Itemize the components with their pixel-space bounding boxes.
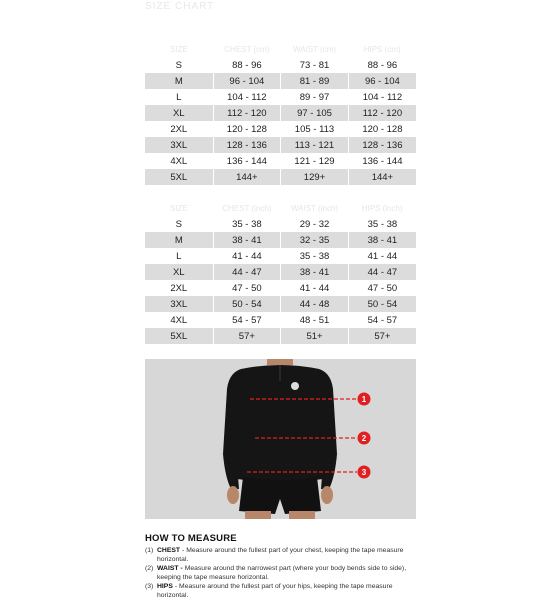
table-row	[145, 264, 416, 280]
size-cell: 5XL	[145, 169, 213, 185]
left-hand	[227, 486, 239, 504]
size-cell: L	[145, 248, 213, 264]
hips-cell: 38 - 41	[348, 232, 416, 248]
waist-cell: 121 - 129	[281, 153, 349, 169]
table-row	[145, 89, 416, 105]
chest-cell: 112 - 120	[213, 105, 281, 121]
header-chest: CHEST (inch)	[222, 203, 272, 213]
table-row	[145, 312, 416, 328]
header-chest: CHEST (cm)	[224, 44, 270, 54]
size-cell: 4XL	[145, 153, 213, 169]
chest-cell: 128 - 136	[213, 137, 281, 153]
model-illustration	[145, 359, 416, 519]
table-row	[145, 248, 416, 264]
table-row	[145, 137, 416, 153]
table-header-row	[145, 41, 416, 57]
item-text: Measure around the narrowest part (where your body bends side to side), keeping the tape measure horizontal.	[157, 565, 407, 581]
measurement-figure	[145, 359, 416, 519]
hips-cell: 41 - 44	[348, 248, 416, 264]
size-cell: S	[145, 216, 213, 232]
list-item	[145, 582, 416, 600]
header-hips: HIPS (cm)	[363, 44, 401, 54]
table-row	[145, 153, 416, 169]
waist-cell: 73 - 81	[281, 57, 349, 73]
size-table-cm	[145, 41, 416, 185]
howto-list	[145, 546, 416, 600]
marker-1-label: 1	[361, 395, 367, 404]
waist-cell: 38 - 41	[281, 264, 349, 280]
chest-cell: 44 - 47	[213, 264, 281, 280]
howto-title: HOW TO MEASURE	[145, 533, 237, 544]
waist-cell: 97 - 105	[281, 105, 349, 121]
size-cell: M	[145, 73, 213, 89]
table-row	[145, 328, 416, 344]
chest-cell: 144+	[213, 169, 281, 185]
size-cell: XL	[145, 264, 213, 280]
table-row	[145, 73, 416, 89]
size-cell: 3XL	[145, 296, 213, 312]
marker-2-label: 2	[361, 434, 367, 443]
chest-cell: 57+	[213, 328, 281, 344]
hips-cell: 112 - 120	[348, 105, 416, 121]
header-size: SIZE	[170, 44, 188, 54]
table-row	[145, 169, 416, 185]
header-hips: HIPS (inch)	[361, 203, 403, 213]
size-cell: 2XL	[145, 121, 213, 137]
waist-cell: 51+	[281, 328, 349, 344]
chest-cell: 54 - 57	[213, 312, 281, 328]
list-item	[145, 546, 416, 564]
table-row	[145, 296, 416, 312]
size-cell: L	[145, 89, 213, 105]
hips-cell: 144+	[348, 169, 416, 185]
table-row	[145, 57, 416, 73]
brand-logo-icon	[291, 382, 299, 390]
item-text: - Measure around the fullest part of your chest, keeping the tape measure horizontal.	[157, 547, 404, 563]
item-label: CHEST	[157, 547, 181, 554]
size-table-inch	[145, 200, 416, 344]
table-header-row	[145, 200, 416, 216]
table-row	[145, 121, 416, 137]
waist-cell: 29 - 32	[281, 216, 349, 232]
size-cell: 2XL	[145, 280, 213, 296]
hips-cell: 57+	[348, 328, 416, 344]
chest-cell: 50 - 54	[213, 296, 281, 312]
table-row	[145, 280, 416, 296]
chest-cell: 96 - 104	[213, 73, 281, 89]
chest-cell: 88 - 96	[213, 57, 281, 73]
hips-cell: 136 - 144	[348, 153, 416, 169]
hips-cell: 47 - 50	[348, 280, 416, 296]
chest-cell: 41 - 44	[213, 248, 281, 264]
chest-cell: 120 - 128	[213, 121, 281, 137]
item-number: (2)	[145, 565, 154, 572]
chest-cell: 104 - 112	[213, 89, 281, 105]
list-item	[145, 564, 416, 582]
size-cell: M	[145, 232, 213, 248]
marker-3-label: 3	[361, 468, 367, 477]
item-number: (1)	[145, 547, 154, 554]
waist-cell: 48 - 51	[281, 312, 349, 328]
right-hand	[321, 486, 333, 504]
waist-cell: 89 - 97	[281, 89, 349, 105]
size-cell: XL	[145, 105, 213, 121]
header-waist: WAIST (cm)	[292, 44, 337, 54]
size-cell: 5XL	[145, 328, 213, 344]
item-text: - Measure around the fullest part of your hips, keeping the tape measure horizontal.	[157, 583, 393, 599]
hips-cell: 120 - 128	[348, 121, 416, 137]
how-to-measure	[145, 533, 416, 600]
chest-cell: 47 - 50	[213, 280, 281, 296]
header-waist: WAIST (inch)	[290, 203, 339, 213]
item-number: (3)	[145, 583, 154, 590]
size-cell: 4XL	[145, 312, 213, 328]
right-leg	[289, 511, 315, 519]
table-row	[145, 216, 416, 232]
hips-cell: 54 - 57	[348, 312, 416, 328]
waist-cell: 81 - 89	[281, 73, 349, 89]
left-leg	[245, 511, 271, 519]
page-title: SIZE CHART	[145, 1, 215, 12]
waist-cell: 44 - 48	[281, 296, 349, 312]
header-size: SIZE	[170, 203, 188, 213]
hips-cell: 44 - 47	[348, 264, 416, 280]
waist-cell: 35 - 38	[281, 248, 349, 264]
hips-cell: 96 - 104	[348, 73, 416, 89]
hips-cell: 88 - 96	[348, 57, 416, 73]
shorts	[239, 477, 321, 514]
chest-cell: 38 - 41	[213, 232, 281, 248]
chest-cell: 35 - 38	[213, 216, 281, 232]
waist-cell: 32 - 35	[281, 232, 349, 248]
neck	[267, 359, 293, 365]
chest-cell: 136 - 144	[213, 153, 281, 169]
hips-cell: 128 - 136	[348, 137, 416, 153]
waist-cell: 113 - 121	[281, 137, 349, 153]
waist-cell: 41 - 44	[281, 280, 349, 296]
table-row	[145, 232, 416, 248]
shirt-torso	[237, 365, 323, 482]
waist-cell: 105 - 113	[281, 121, 349, 137]
item-label: WAIST -	[157, 565, 183, 572]
hips-cell: 104 - 112	[348, 89, 416, 105]
size-cell: 3XL	[145, 137, 213, 153]
item-label: HIPS	[157, 583, 173, 590]
hips-cell: 35 - 38	[348, 216, 416, 232]
hips-cell: 50 - 54	[348, 296, 416, 312]
waist-cell: 129+	[281, 169, 349, 185]
size-cell: S	[145, 57, 213, 73]
table-row	[145, 105, 416, 121]
